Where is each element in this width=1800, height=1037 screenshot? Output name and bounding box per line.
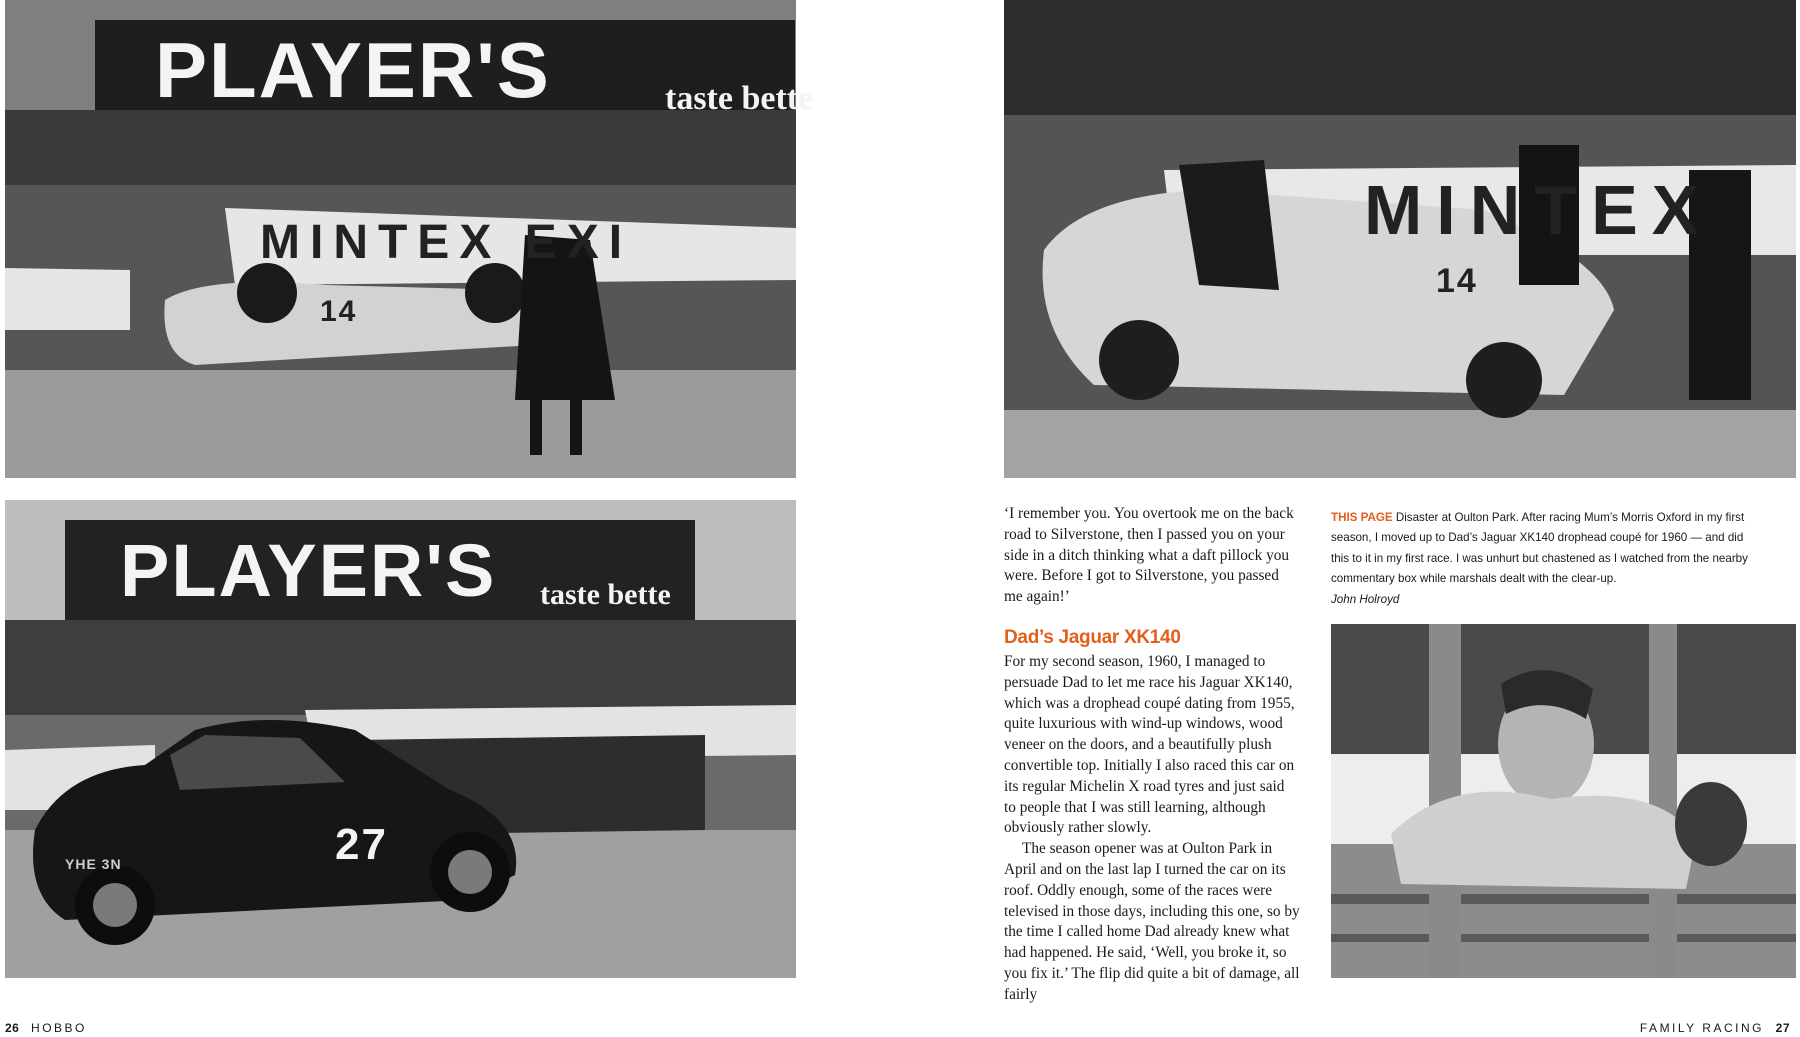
photo-car-27 — [5, 500, 796, 978]
folio-left — [5, 1021, 87, 1035]
mintex-banner-text: MINTEX EXI — [260, 216, 633, 269]
photo-commentary-box — [1331, 624, 1796, 978]
photo-caption — [1331, 508, 1763, 610]
section-subhead: Dad’s Jaguar XK140 — [1004, 626, 1181, 648]
photo-commentary-box-art — [1331, 624, 1796, 978]
caption-text: Disaster at Oulton Park. After racing Mum’s Morris Oxford in my first season, I moved up to Dad’s Jaguar XK140 drophead coupé for 1960 — and did this to it in my first race. I was unhurt but chastened as I watched from the nearby commentary box while marshals dealt with the clear-up. — [1331, 511, 1748, 586]
taste-better-sign-text: taste bette — [540, 578, 671, 611]
car-number-14: 14 — [320, 295, 358, 328]
running-head-right: FAMILY RACING — [1639, 1021, 1764, 1035]
page-number-left: 26 — [5, 1021, 20, 1035]
page-number-right: 27 — [1775, 1021, 1790, 1035]
players-sign-text: PLAYER'S — [120, 529, 497, 612]
photo-credit: John Holroyd — [1331, 592, 1400, 606]
photo-crashed-jaguar — [1004, 0, 1796, 478]
article-paragraph: For my second season, 1960, I managed to persuade Dad to let me race his Jaguar XK140, which was a drophead coupé dating from 1955, quite luxurious with wind-up windows, wood veneer on the doors, and a beautifully plush convertible top. Initially I also raced this car on its regular Michelin X road tyres and just said to people that I was still learning, although obviously rather slowly. — [1004, 652, 1295, 837]
folio-right — [1640, 1021, 1790, 1035]
running-head-left: HOBBO — [31, 1021, 87, 1035]
caption-label: THIS PAGE — [1331, 511, 1393, 524]
car-number-14: 14 — [1436, 262, 1478, 300]
article-paragraph: The season opener was at Oulton Park in April and on the last lap I turned the car on its roof. Oddly enough, some of the races were televised in those days, including this one, so by the time I called home Dad already knew what had happened. He said, ‘Well, you broke it, so you fix it.’ The flip did quite a bit of damage, all fairly — [1004, 840, 1300, 1003]
photo-overturned-car — [5, 0, 814, 478]
article-body — [1004, 504, 1300, 1006]
number-plate: YHE 3N — [65, 856, 122, 872]
players-sign-text: PLAYER'S — [155, 26, 551, 114]
taste-better-sign-text: taste bette — [665, 80, 814, 117]
article-quote: ‘I remember you. You overtook me on the back road to Silverstone, then I passed you on your side in a ditch thinking what a daft pillock you were. Before I got to Silverstone, you passed me again!’ — [1004, 505, 1294, 606]
mintex-banner-text: MINTEX — [1364, 171, 1713, 249]
car-number-27: 27 — [335, 820, 388, 869]
